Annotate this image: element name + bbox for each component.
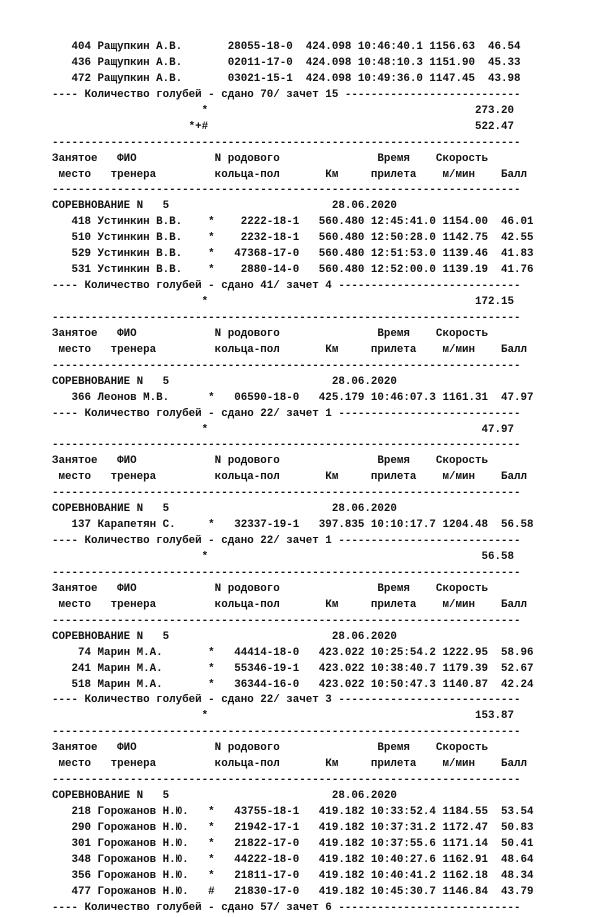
text-line: ---- Количество голубей - сдано 22/ зачет 3 ---------------------------- — [52, 694, 521, 707]
text-line: 529 Устинкин В.В. * 47368-17-0 560.480 12:51:53.0 1139.46 41.83 — [52, 248, 534, 261]
text-line: * 153.87 — [52, 710, 515, 723]
text-line: место тренера кольца-пол Км прилета м/мин Балл — [52, 598, 528, 611]
text-line: место тренера кольца-пол Км прилета м/мин Балл — [52, 168, 528, 181]
text-line: ------------------------------------------------------------------------ — [52, 439, 521, 452]
text-line: ------------------------------------------------------------------------ — [52, 184, 521, 197]
text-line: 241 Марин М.А. * 55346-19-1 423.022 10:38:40.7 1179.39 52.67 — [52, 662, 534, 675]
text-line: 74 Марин М.А. * 44414-18-0 423.022 10:25:54.2 1222.95 58.96 — [52, 646, 534, 659]
text-line: СОРЕВНОВАНИЕ N 5 28.06.2020 — [52, 790, 397, 803]
text-line: ------------------------------------------------------------------------ — [52, 487, 521, 500]
text-line: 477 Горожанов Н.Ю. # 21830-17-0 419.182 10:45:30.7 1146.84 43.79 — [52, 885, 534, 898]
text-line: ---- Количество голубей - сдано 22/ зачет 1 ---------------------------- — [52, 535, 521, 548]
text-line: 418 Устинкин В.В. * 2222-18-1 560.480 12:45:41.0 1154.00 46.01 — [52, 216, 534, 229]
text-line: ------------------------------------------------------------------------ — [52, 359, 521, 372]
text-line: Занятое ФИО N родового Время Скорость — [52, 582, 488, 595]
text-line: 531 Устинкин В.В. * 2880-14-0 560.480 12:52:00.0 1139.19 41.76 — [52, 264, 534, 277]
text-line: 436 Ращупкин А.В. 02011-17-0 424.098 10:48:10.3 1151.90 45.33 — [52, 56, 521, 69]
text-line: ------------------------------------------------------------------------ — [52, 614, 521, 627]
text-line: ---- Количество голубей - сдано 57/ зачет 6 ---------------------------- — [52, 901, 521, 914]
text-line: СОРЕВНОВАНИЕ N 5 28.06.2020 — [52, 375, 397, 388]
text-line: 290 Горожанов Н.Ю. * 21942-17-1 419.182 10:37:31.2 1172.47 50.83 — [52, 821, 534, 834]
text-line: * 172.15 — [52, 296, 515, 308]
results-document — [52, 40, 534, 917]
text-line: ------------------------------------------------------------------------ — [52, 136, 521, 149]
text-line: 518 Марин М.А. * 36344-16-0 423.022 10:50:47.3 1140.87 42.24 — [52, 678, 534, 691]
text-line: место тренера кольца-пол Км прилета м/мин Балл — [52, 343, 528, 356]
text-line: место тренера кольца-пол Км прилета м/мин Балл — [52, 758, 528, 771]
text-line: ------------------------------------------------------------------------ — [52, 311, 521, 324]
text-line: 356 Горожанов Н.Ю. * 21811-17-0 419.182 10:40:41.2 1162.18 48.34 — [52, 869, 534, 882]
text-line: ---- Количество голубей - сдано 22/ зачет 1 ---------------------------- — [52, 407, 521, 420]
text-line: ---- Количество голубей - сдано 41/ зачет 4 ---------------------------- — [52, 280, 521, 293]
text-line: СОРЕВНОВАНИЕ N 5 28.06.2020 — [52, 630, 397, 643]
text-line: Занятое ФИО N родового Время Скорость — [52, 152, 488, 165]
text-line: ------------------------------------------------------------------------ — [52, 774, 521, 787]
text-line: СОРЕВНОВАНИЕ N 5 28.06.2020 — [52, 503, 397, 516]
text-line: ---- Количество голубей - сдано 70/ зачет 15 --------------------------- — [52, 88, 521, 101]
text-line: 510 Устинкин В.В. * 2232-18-1 560.480 12:50:28.0 1142.75 42.55 — [52, 232, 534, 245]
text-line: место тренера кольца-пол Км прилета м/мин Балл — [52, 471, 528, 484]
text-line: *+# 522.47 — [52, 120, 515, 133]
text-line: 404 Ращупкин А.В. 28055-18-0 424.098 10:46:40.1 1156.63 46.54 — [52, 41, 521, 53]
text-line: 366 Леонов М.В. * 06590-18-0 425.179 10:46:07.3 1161.31 47.97 — [52, 391, 534, 404]
text-line: 137 Карапетян С. * 32337-19-1 397.835 10:10:17.7 1204.48 56.58 — [52, 519, 534, 532]
text-line: * 47.97 — [52, 423, 515, 436]
text-line: 218 Горожанов Н.Ю. * 43755-18-1 419.182 10:33:52.4 1184.55 53.54 — [52, 806, 534, 818]
text-line: СОРЕВНОВАНИЕ N 5 28.06.2020 — [52, 200, 397, 213]
text-line: * 56.58 — [52, 551, 515, 563]
text-line: Занятое ФИО N родового Время Скорость — [52, 327, 488, 340]
text-line: ------------------------------------------------------------------------ — [52, 726, 521, 739]
text-line: ------------------------------------------------------------------------ — [52, 566, 521, 579]
text-line: 472 Ращупкин А.В. 03021-15-1 424.098 10:49:36.0 1147.45 43.98 — [52, 72, 521, 85]
text-line: 301 Горожанов Н.Ю. * 21822-17-0 419.182 10:37:55.6 1171.14 50.41 — [52, 837, 534, 850]
text-line: Занятое ФИО N родового Время Скорость — [52, 742, 488, 755]
text-line: * 273.20 — [52, 104, 515, 117]
text-line: 348 Горожанов Н.Ю. * 44222-18-0 419.182 10:40:27.6 1162.91 48.64 — [52, 853, 534, 866]
text-line: Занятое ФИО N родового Время Скорость — [52, 455, 488, 468]
